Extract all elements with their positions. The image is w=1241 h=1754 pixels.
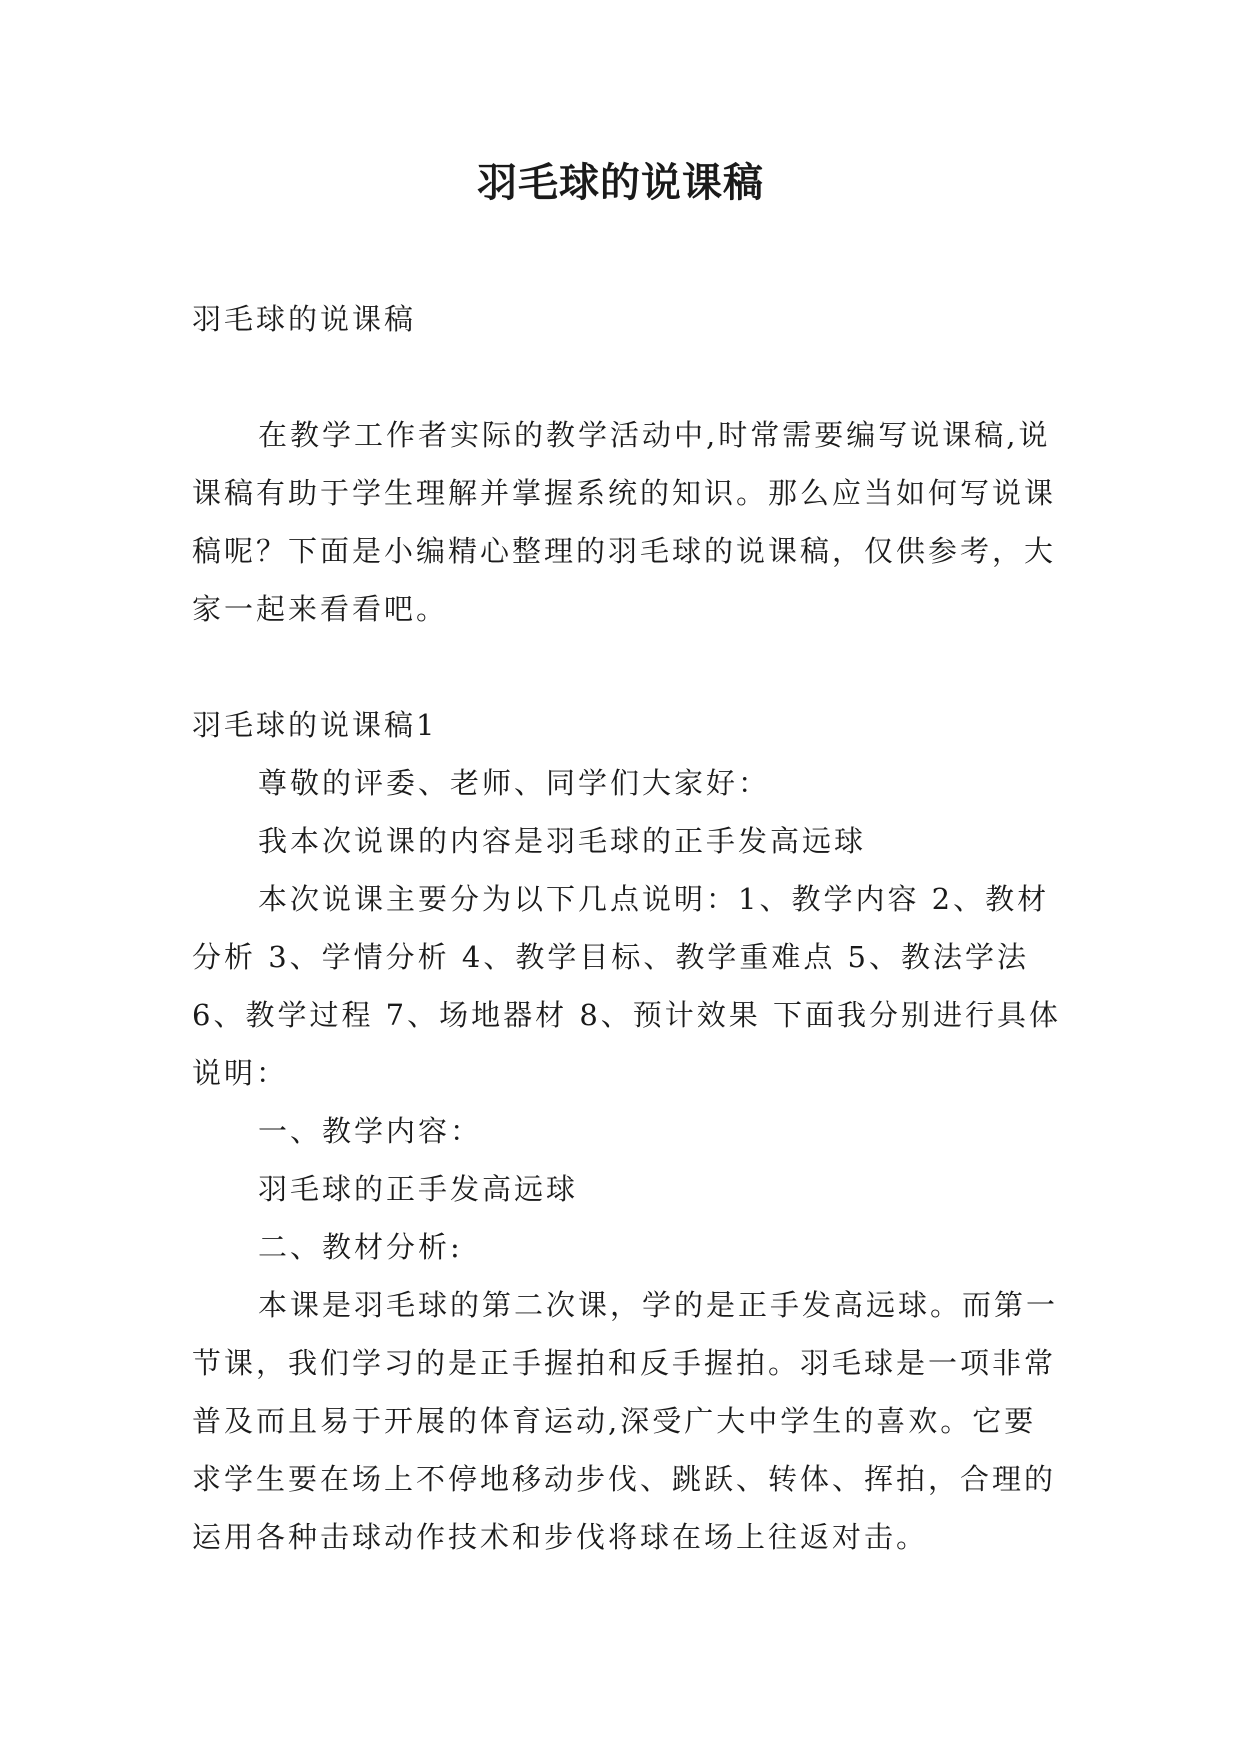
document-title: 羽毛球的说课稿 (477, 159, 764, 206)
section-heading: 羽毛球的说课稿1 (192, 708, 438, 742)
part2-heading: 二、教材分析: (258, 1230, 463, 1264)
intro-paragraph: 在教学工作者实际的教学活动中,时常需要编写说课稿,说课稿有助于学生理解并掌握系统的知识。那么应当如何写说课稿呢？下面是小编精心整理的羽毛球的说课稿，仅供参考，大家一起来看看吧。 (192, 418, 1057, 626)
part1-heading: 一、教学内容： (258, 1114, 483, 1148)
document-body (192, 290, 1064, 1566)
part1-body: 羽毛球的正手发高远球 (258, 1172, 579, 1206)
part2-body: 本课是羽毛球的第二次课，学的是正手发高远球。而第一节课，我们学习的是正手握拍和反手握拍。羽毛球是一项非常普及而且易于开展的体育运动,深受广大中学生的喜欢。它要求学生要在场上不停地移动步伐、跳跃、转体、挥拍，合理的运用各种击球动作技术和步伐将球在场上往返对击。 (192, 1288, 1059, 1554)
subtitle: 羽毛球的说课稿 (192, 302, 417, 336)
greeting-paragraph: 尊敬的评委、老师、同学们大家好： (258, 766, 771, 800)
topic-paragraph: 我本次说课的内容是羽毛球的正手发高远球 (258, 824, 867, 858)
outline-paragraph: 本次说课主要分为以下几点说明：1、教学内容 2、教材分析 3、学情分析 4、教学目标、教学重难点 5、教法学法 6、教学过程 7、场地器材 8、预计效果 下面我分别进行具体说明： (192, 882, 1062, 1090)
